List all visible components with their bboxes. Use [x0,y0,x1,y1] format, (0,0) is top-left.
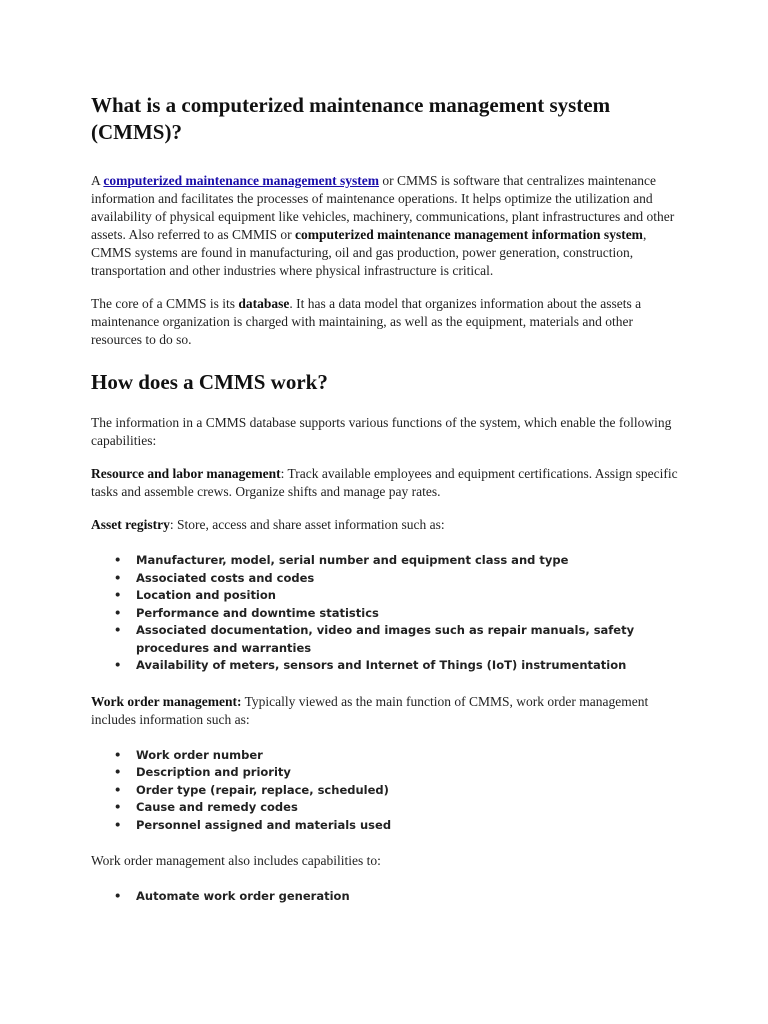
document-page [91,92,681,924]
resource-text: : Track available employees and equipment certifications. Assign specific tasks and assemble crews. Organize shifts and manage pay rates. [91,466,678,499]
list-item: • Personnel assigned and materials used [136,817,681,835]
list-item: • Description and priority [136,764,681,782]
capabilities-list [91,888,681,906]
workorder-label: Work order management: [91,693,242,709]
workorder-paragraph [91,693,681,729]
list-item: • Cause and remedy codes [136,799,681,817]
asset-label: Asset registry [91,517,170,532]
cmmis-term: computerized maintenance management information system [294,227,643,242]
list-item: • Automate work order generation [136,888,681,906]
core-suffix: . It has a data model that organizes information about the assets a maintenance organization is charged with maintaining, as well as the equipment, materials and other resources to do so. [91,296,642,347]
list-item: • Associated documentation, video and images such as repair manuals, safety procedures and warranties [136,622,681,657]
cmms-link[interactable]: computerized maintenance management system [103,173,379,188]
capabilities-paragraph: Work order management also includes capabilities to: [91,853,381,868]
list-item: • Performance and downtime statistics [136,605,681,623]
intro-text-1: or CMMS is software that centralizes maintenance information and facilitates the processes of maintenance operations. It helps optimize the utilization and availability of physical equipment like vehicles, machinery, communications, plant infrastructures and other assets. Also referred to as CMMIS or [91,173,675,242]
list-item: • Work order number [136,747,681,765]
how-intro-paragraph: The information in a CMMS database supports various functions of the system, which enable the following capabilities: [91,415,672,448]
core-paragraph [91,295,681,349]
intro-text-2: , CMMS systems are found in manufacturing, oil and gas production, power generation, construction, transportation and other industries where physical infrastructure is critical. [91,227,647,278]
resource-label: Resource and labor management [91,466,281,481]
asset-text: : Store, access and share asset information such as: [169,517,445,532]
database-term: database [238,296,290,311]
intro-prefix: A [91,173,104,188]
intro-paragraph [91,172,681,280]
section-heading-how: How does a CMMS work? [91,370,328,394]
resource-paragraph [91,465,681,501]
workorder-text: Typically viewed as the main function of CMMS, work order management includes information such as: [91,693,649,727]
list-item: • Location and position [136,587,681,605]
asset-list [91,552,681,675]
list-item: • Manufacturer, model, serial number and equipment class and type [136,552,681,570]
asset-paragraph [91,516,681,534]
workorder-list [91,747,681,835]
list-item: • Availability of meters, sensors and Internet of Things (IoT) instrumentation [136,657,681,675]
list-item: • Order type (repair, replace, scheduled) [136,782,681,800]
list-item: • Associated costs and codes [136,570,681,588]
core-prefix: The core of a CMMS is its [91,296,239,311]
page-title: What is a computerized maintenance management system (CMMS)? [91,93,611,144]
